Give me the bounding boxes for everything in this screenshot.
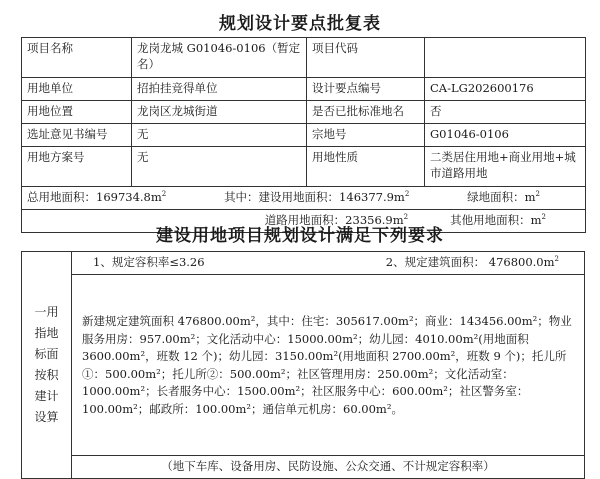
gfa-breakdown: 新建规定建筑面积 476800.00m²，其中：住宅：305617.00m²；商业：143456.00m²；物业服务用房：957.00m²；文化活动中心：15000.00m²；幼儿园：4010.00m²(用地面积 3600.00m²，班数 12 个)；幼儿园：3150.00m²(用地面积 2700.00m²，班数 9 个)；托儿所①：500.00m²；托儿所②：500.00m²；社区管理用房：250.00m²；文化活动室：1000.00m²；长者服务中心：1500.00m²；社区服务中心：600.00m²；社区警务室：100.00m²；邮政所：100.00m²；通信单元机房：60.00m²。 [72,275,585,456]
other-area: 其他用地面积：$m^2$ [450,213,546,227]
total-area: 总用地面积：$169734.8m^2$ [27,190,167,204]
land-nature-value: 二类居住用地+商业用地+城市道路用地 [425,147,586,187]
project-code-label: 项目代码 [307,38,425,78]
site-opinion-label: 选址意见书编号 [22,124,132,147]
project-name-value: 龙岗龙城 G01046-0106（暂定名） [132,38,307,78]
ratio-row [72,252,585,275]
approval-form-title: 规划设计要点批复表 [219,14,381,34]
site-opinion-value: 无 [132,124,307,147]
design-no-value: CA-LG202600176 [425,78,586,101]
requirements-title: 建设用地项目规划设计满足下列要求 [156,226,444,246]
land-unit-label: 用地单位 [22,78,132,101]
plan-label: 用地方案号 [22,147,132,187]
approved-name-value: 否 [425,101,586,124]
parcel-label: 宗地号 [307,124,425,147]
plan-value: 无 [132,147,307,187]
parcel-value: G01046-0106 [425,124,586,147]
project-code-value [425,38,586,78]
land-unit-value: 招拍挂竞得单位 [132,78,307,101]
project-name-label: 项目名称 [22,38,132,78]
location-value: 龙岗区龙城街道 [132,101,307,124]
approval-table [21,37,586,233]
design-no-label: 设计要点编号 [307,78,425,101]
gfa-requirement: 2、规定建筑面积： $476800.0m^2$ [385,255,559,269]
green-area: 绿地面积：$m^2$ [467,190,540,204]
exclusion-note: （地下车库、设备用房、民防设施、公众交通、不计规定容积率） [72,456,585,479]
area-summary-row [22,187,586,210]
build-area: 其中：建设用地面积：$146377.9m^2$ [224,190,410,204]
far-requirement: 1、规定容积率≤3.26 [93,255,205,269]
requirements-table [21,251,585,479]
road-area: 道路用地面积：$23356.9m^2$ [264,213,409,227]
land-nature-label: 用地性质 [307,147,425,187]
approved-name-label: 是否已批标准地名 [307,101,425,124]
location-label: 用地位置 [22,101,132,124]
index-side-label: 一用 指地 标面 按积 建计 设算 [22,252,72,479]
